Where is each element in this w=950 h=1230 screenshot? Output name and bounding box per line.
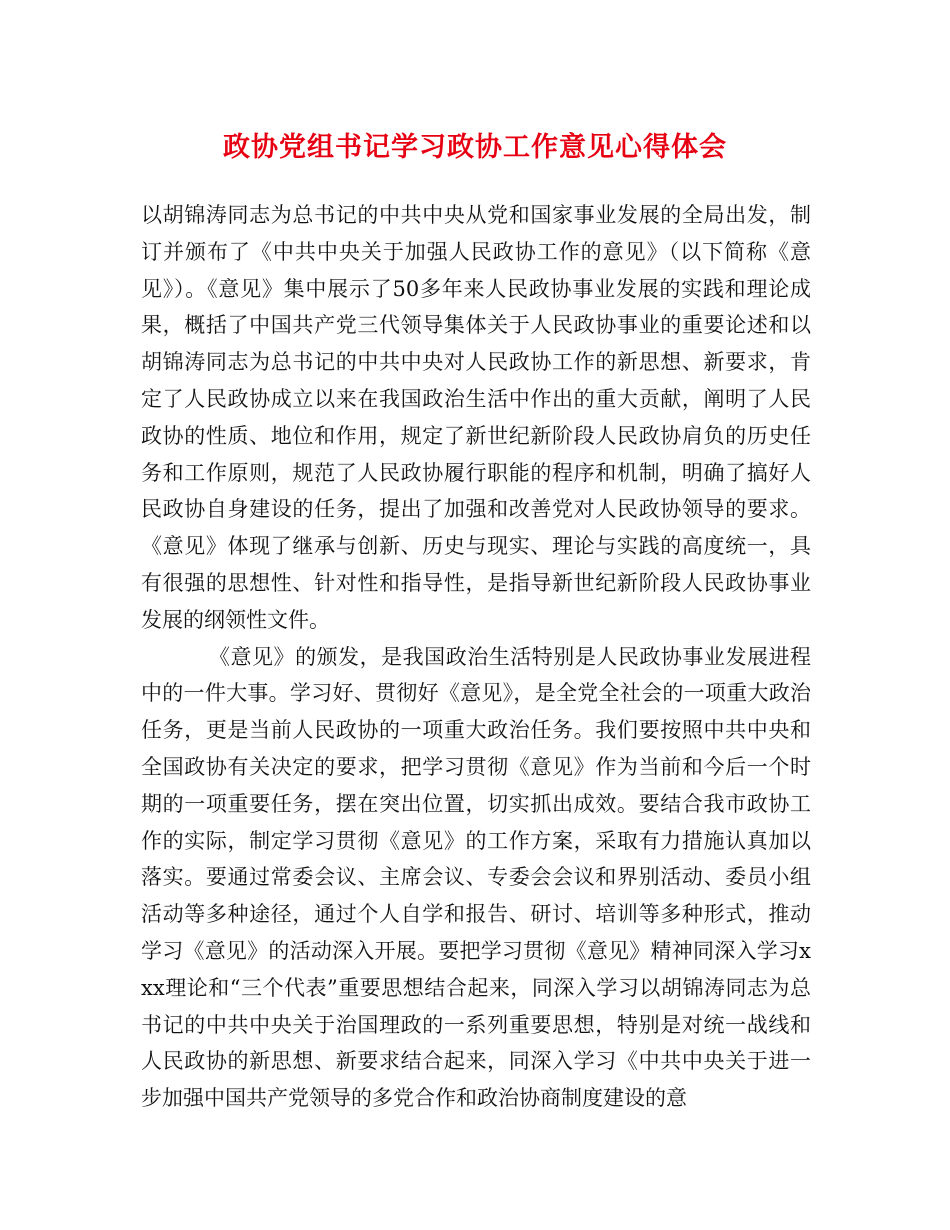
paragraph-2: 《意见》的颁发，是我国政治生活特别是人民政协事业发展进程中的一件大事。学习好、贯彻好《意见》，是全党全社会的一项重大政治任务，更是当前人民政协的一项重大政治任务。我们要按照中共中央和全国政协有关决定的要求，把学习贯彻《意见》作为当前和今后一个时期的一项重要任务，摆在突出位置，切实抓出成效。要结合我市政协工作的实际，制定学习贯彻《意见》的工作方案，采取有力措施认真加以落实。要通过常委会议、主席会议、专委会会议和界别活动、委员小组活动等多种途径，通过个人自学和报告、研讨、培训等多种形式，推动学习《意见》的活动深入开展。要把学习贯彻《意见》精神同深入学习xxx理论和“三个代表”重要思想结合起来，同深入学习以胡锦涛同志为总书记的中共中央关于治国理政的一系列重要思想，特别是对统一战线和人民政协的新思想、新要求结合起来，同深入学习《中共中央关于进一步加强中国共产党领导的多党合作和政治协商制度建设的意 [141,644,811,1111]
paragraph-1: 以胡锦涛同志为总书记的中共中央从党和国家事业发展的全局出发，制订并颁布了《中共中央关于加强人民政协工作的意见》（以下简称《意见》）。《意见》集中展示了50多年来人民政协事业发展的实践和理论成果，概括了中国共产党三代领导集体关于人民政协事业的重要论述和以胡锦涛同志为总书记的中共中央对人民政协工作的新思想、新要求，肯定了人民政协成立以来在我国政治生活中作出的重大贡献，阐明了人民政协的性质、地位和作用，规定了新世纪新阶段人民政协肩负的历史任务和工作原则，规范了人民政协履行职能的程序和机制，明确了搞好人民政协自身建设的任务，提出了加强和改善党对人民政协领导的要求。《意见》体现了继承与创新、历史与现实、理论与实践的高度统一，具有很强的思想性、针对性和指导性，是指导新世纪新阶段人民政协事业发展的纲领性文件。 [141,203,811,632]
document-body [141,197,811,1117]
document-title: 政协党组书记学习政协工作意见心得体会 [223,132,727,163]
